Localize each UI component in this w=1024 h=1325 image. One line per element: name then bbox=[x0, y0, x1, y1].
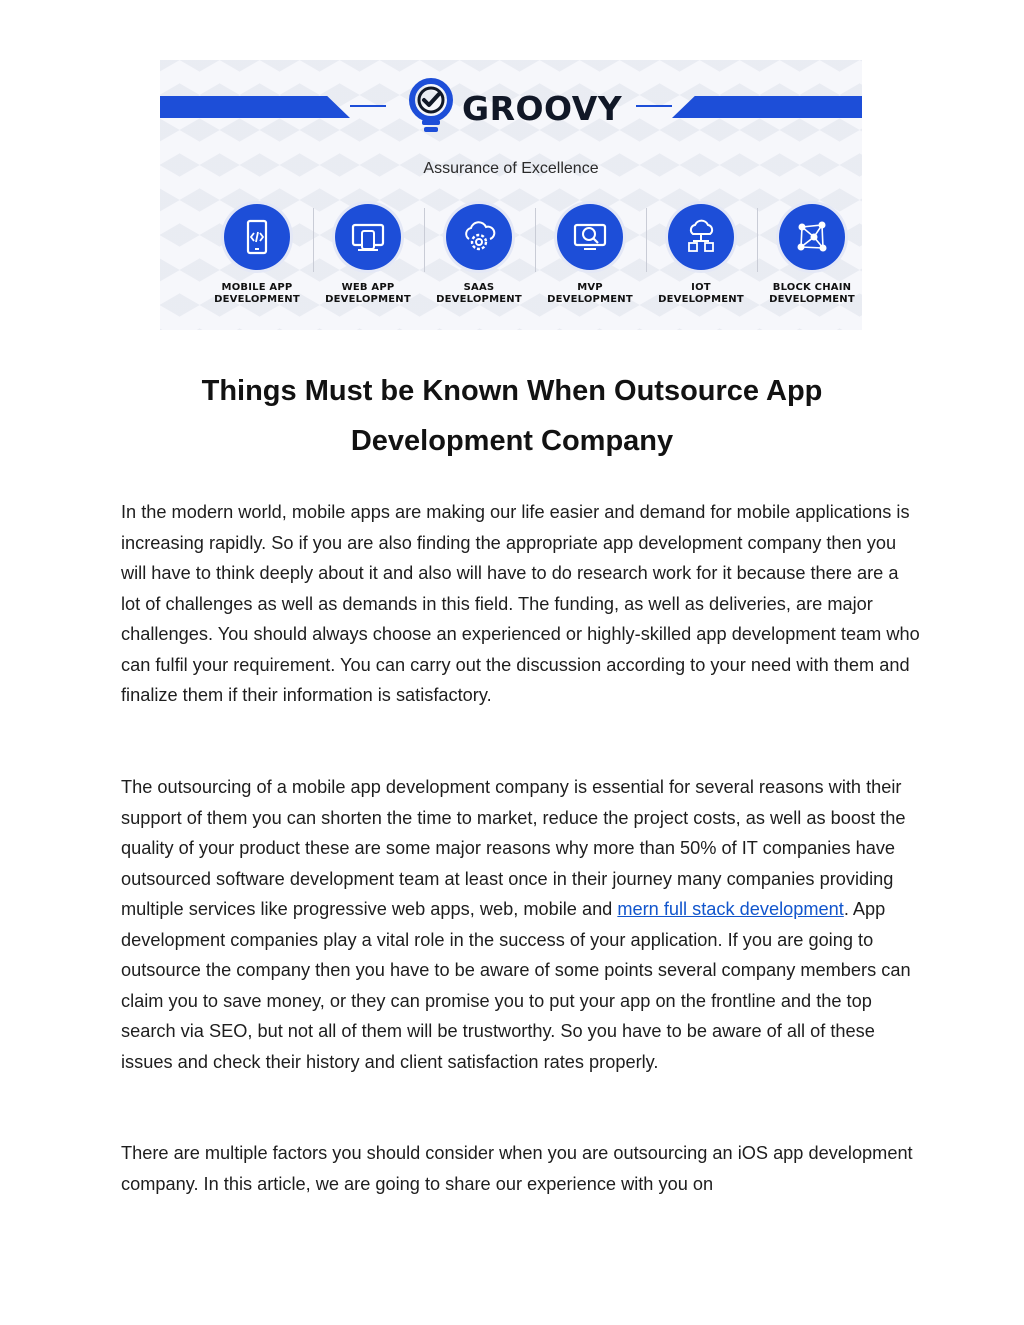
cloud-gear-icon bbox=[446, 204, 512, 270]
service-label-line1: MOBILE APP bbox=[221, 282, 293, 293]
decorative-bar-right bbox=[672, 96, 862, 118]
service-saas bbox=[424, 204, 534, 306]
tagline: Assurance of Excellence bbox=[423, 160, 599, 177]
service-mvp bbox=[535, 204, 645, 306]
service-label-line2: DEVELOPMENT bbox=[547, 294, 633, 305]
article-title bbox=[120, 366, 904, 466]
paragraph-factors: There are multiple factors you should consider when you are outsourcing an iOS app development company. In this article, we are going to share our experience with you on bbox=[121, 1143, 913, 1194]
service-label-line2: DEVELOPMENT bbox=[325, 294, 411, 305]
service-label-line1: SAAS bbox=[463, 282, 495, 293]
service-label-line1: IOT bbox=[691, 282, 711, 293]
service-mobile-app bbox=[202, 204, 312, 306]
service-label-line2: DEVELOPMENT bbox=[214, 294, 300, 305]
paragraph-outsourcing bbox=[121, 772, 921, 1077]
decorative-line-right bbox=[636, 105, 672, 107]
service-label-line2: DEVELOPMENT bbox=[658, 294, 744, 305]
lightbulb-check-icon bbox=[408, 78, 454, 138]
title-line-1: Things Must be Known When Outsource App bbox=[201, 375, 823, 407]
groovy-logo bbox=[408, 78, 622, 138]
service-block-chain bbox=[757, 204, 867, 306]
service-label-line1: WEB APP bbox=[341, 282, 395, 293]
mobile-code-icon bbox=[224, 204, 290, 270]
paragraph-text-before-link: The outsourcing of a mobile app development company is essential for several reasons with their support of them you can shorten the time to market, reduce the project costs, as well as boost the quality of your product these are some major reasons why more than 50% of IT companies have outsourced software development team at least once in their journey many companies providing multiple services like progressive web apps, web, mobile and bbox=[121, 777, 906, 919]
mern-stack-link[interactable]: mern full stack development bbox=[617, 899, 844, 919]
decorative-line-left bbox=[350, 105, 386, 107]
brand-name: GROOVY bbox=[462, 88, 623, 128]
iot-cloud-icon bbox=[668, 204, 734, 270]
service-iot bbox=[646, 204, 756, 306]
decorative-bar-left bbox=[160, 96, 350, 118]
service-label-line1: BLOCK CHAIN bbox=[772, 282, 852, 293]
services-row bbox=[182, 204, 855, 314]
title-line-2: Development Company bbox=[350, 425, 674, 457]
paragraph-text-after-link: . App development companies play a vital role in the success of your application. If you are going to outsource the company then you have to be aware of some points several company members can claim you to save money, or they can promise you to put your app on the frontline and the top search via SEO, but not all of them will be trustworthy. So you have to be aware of all of these issues and check their history and client satisfaction rates properly. bbox=[121, 899, 911, 1072]
service-label-line2: DEVELOPMENT bbox=[436, 294, 522, 305]
service-label-line1: MVP bbox=[577, 282, 603, 293]
mvp-monitor-icon bbox=[557, 204, 623, 270]
web-devices-icon bbox=[335, 204, 401, 270]
paragraph-intro: In the modern world, mobile apps are making our life easier and demand for mobile applications is increasing rapidly. So if you are also finding the appropriate app development company then you will have to think deeply about it and also will have to do research work for it because there are a lot of challenges as well as demands in this field. The funding, as well as deliveries, are major challenges. You should always choose an experienced or highly-skilled app development team who can fulfil your requirement. You can carry out the discussion according to your need with them and finalize them if their information is satisfactory. bbox=[121, 502, 920, 705]
blockchain-network-icon bbox=[779, 204, 845, 270]
service-web-app bbox=[313, 204, 423, 306]
service-label-line2: DEVELOPMENT bbox=[769, 294, 855, 305]
groovy-banner bbox=[160, 60, 862, 330]
